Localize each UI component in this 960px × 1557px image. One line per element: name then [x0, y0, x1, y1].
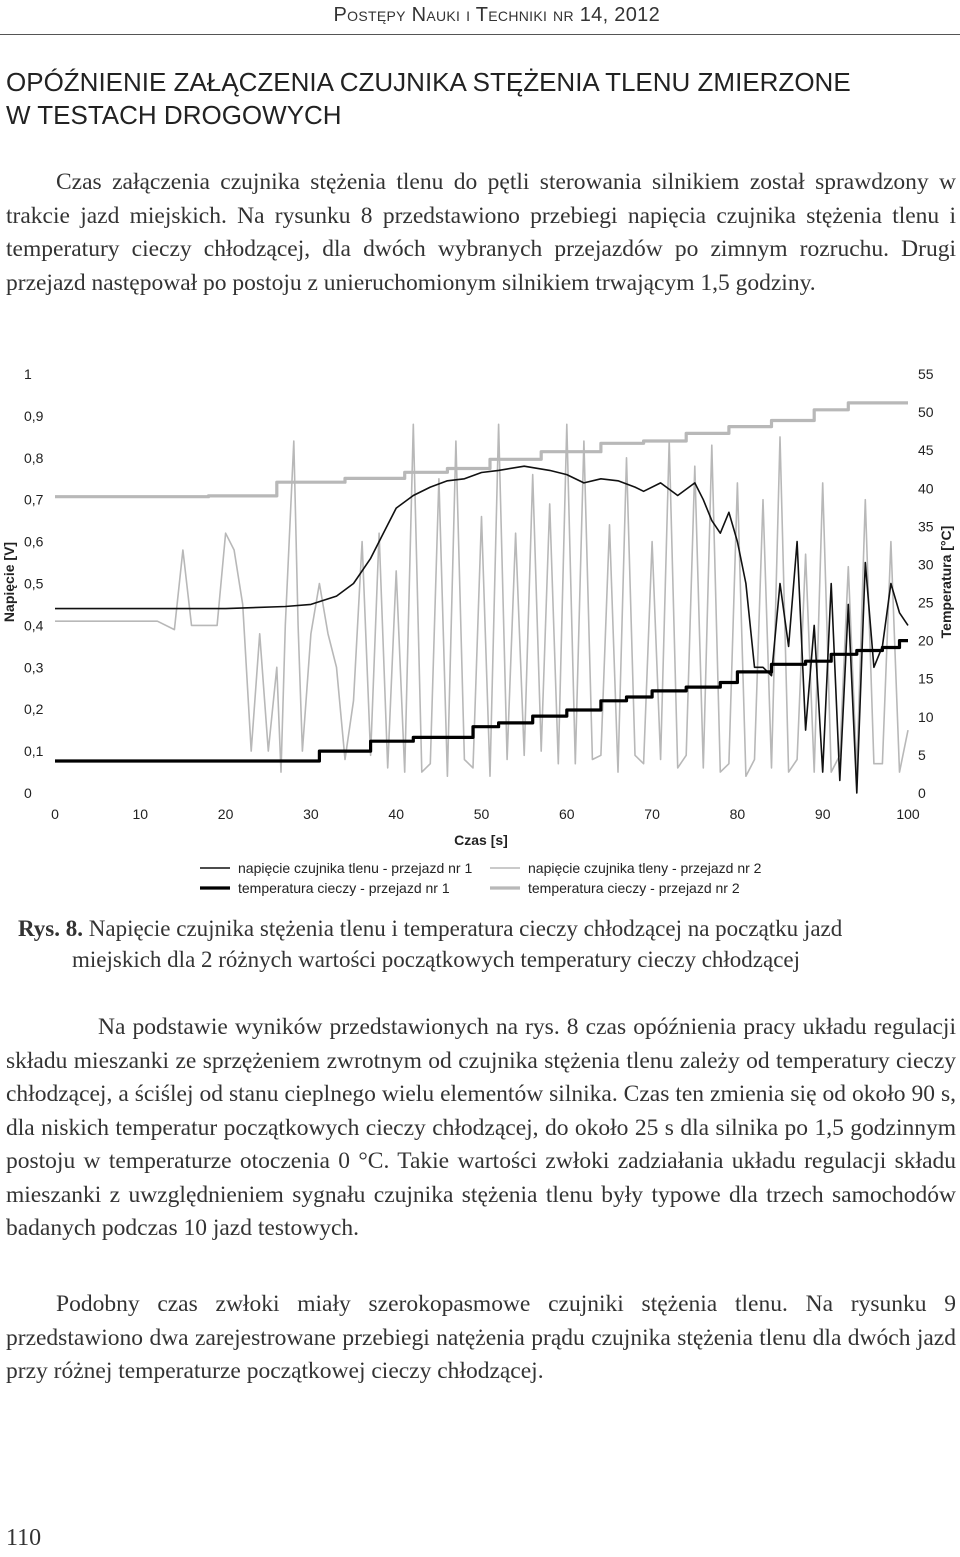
caption-text-line1: Napięcie czujnika stężenia tlenu i temperatura cieczy chłodzącej na początku jazd: [88, 916, 843, 941]
y-left-tick-label: 1: [24, 366, 32, 382]
x-tick-label: 70: [644, 806, 660, 822]
x-tick-label: 90: [814, 806, 831, 822]
y-left-tick-label: 0,1: [24, 743, 44, 760]
legend-label-voltage-1: napięcie czujnika tlenu - przejazd nr 1: [238, 860, 473, 876]
y-left-tick-label: 0,9: [24, 407, 44, 424]
y-left-tick-label: 0,7: [24, 491, 44, 508]
x-tick-label: 0: [51, 806, 59, 822]
chart-svg: [0, 355, 960, 900]
x-axis-label: Czas [s]: [454, 832, 508, 848]
y-right-tick-label: 20: [918, 632, 934, 649]
y-right-tick-label: 5: [918, 746, 926, 763]
y-left-tick-label: 0,4: [24, 617, 44, 634]
paragraph-1: [6, 166, 956, 300]
x-tick-label: 40: [388, 806, 404, 822]
y-right-tick-label: 15: [918, 670, 934, 687]
x-tick-label: 80: [729, 806, 746, 822]
x-tick-label: 30: [303, 806, 319, 822]
y-right-tick-label: 50: [918, 404, 934, 421]
y-left-tick-label: 0: [24, 785, 32, 801]
legend-label-voltage-2: napięcie czujnika tleny - przejazd nr 2: [528, 860, 762, 876]
paragraph-1-text: Czas załączenia czujnika stężenia tlenu do pętli sterowania silnikiem został sprawdzony w trakcie jazd miejskich. Na rysunku 8 przedstawiono przebiegi napięcia czujnika stężenia tlenu i temperatury cieczy chłodzącej, dla dwóch wybranych przejazdów po zimnym rozruchu. Drugi przejazd następował po postoju z unieruchomionym silnikiem trwającym 1,5 godziny.: [6, 169, 956, 296]
x-tick-label: 100: [896, 806, 920, 822]
section-title: [6, 66, 956, 132]
section-title-line1: OPÓŹNIENIE ZAŁĄCZENIA CZUJNIKA STĘŻENIA TLENU ZMIERZONE: [6, 67, 851, 97]
caption-label: Rys. 8.: [18, 916, 84, 941]
figure-caption: [18, 913, 948, 975]
paragraph-2-text: Na podstawie wyników przedstawionych na rys. 8 czas opóźnienia pracy układu regulacji składu mieszanki ze sprzężeniem zwrotnym od czujnika stężenia tlenu zależy od temperatury cieczy chłodzącej, a ściślej od stanu cieplnego wielu elementów silnika. Czas ten zmienia się od około 90 s, dla niskich temperatur początkowych cieczy chłodzącej, do około 25 s dla silnika po 1,5 godzinnym postoju w temperaturze otoczenia 0 °C. Takie wartości zwłoki zadziałania układu regulacji składu mieszanki z uwzględnieniem sygnału czujnika stężenia tlenu były typowe dla trzech samochodów badanych podczas 10 jazd testowych.: [6, 1014, 956, 1241]
y-left-tick-label: 0,5: [24, 575, 44, 592]
y-right-tick-label: 30: [918, 556, 934, 573]
x-tick-label: 60: [559, 806, 575, 822]
chart-legend: [200, 860, 762, 896]
section-title-line2: W TESTACH DROGOWYCH: [6, 100, 342, 130]
journal-name: Postępy Nauki i Techniki nr: [333, 4, 574, 26]
x-tick-label: 20: [217, 806, 234, 822]
figure-chart: [0, 355, 960, 905]
legend-label-temp-1: temperatura cieczy - przejazd nr 1: [238, 880, 450, 896]
y-axis-label-right: Temperatura [°C]: [938, 525, 954, 639]
y-left-tick-label: 0,6: [24, 533, 44, 550]
x-tick-label: 50: [473, 806, 490, 822]
paragraph-3-text: Podobny czas zwłoki miały szerokopasmowe czujniki stężenia tlenu. Na rysunku 9 przedstawiono dwa zarejestrowane przebiegi natężenia prądu czujnika stężenia tlenu dla dwóch jazd przy różnej temperaturze początkowej cieczy chłodzącej.: [6, 1291, 956, 1384]
journal-header: [0, 4, 660, 27]
journal-issue: 14, 2012: [579, 4, 660, 26]
y-right-tick-label: 45: [918, 442, 934, 459]
y-right-tick-label: 10: [918, 708, 934, 725]
page-number: 110: [6, 1525, 42, 1551]
y-right-tick-label: 55: [918, 366, 934, 382]
y-left-tick-label: 0,8: [24, 449, 44, 466]
plot-series: [55, 403, 908, 793]
x-tick-label: 10: [132, 806, 149, 822]
y-left-tick-label: 0,3: [24, 659, 44, 676]
header-rule: [0, 34, 960, 35]
y-right-tick-label: 25: [918, 594, 934, 611]
y-right-tick-label: 0: [918, 785, 926, 801]
series-line-1: [55, 466, 908, 793]
y-right-tick-label: 40: [918, 480, 934, 497]
series-line-2: [55, 424, 908, 776]
y-axis-label-left: Napięcie [V]: [1, 541, 17, 623]
paragraph-2: [6, 1011, 956, 1246]
series-line-3: [55, 641, 908, 761]
legend-label-temp-2: temperatura cieczy - przejazd nr 2: [528, 880, 740, 896]
y-left-tick-label: 0,2: [24, 701, 44, 718]
paragraph-3: [6, 1288, 956, 1389]
y-right-tick-label: 35: [918, 518, 934, 535]
caption-text-line2: miejskich dla 2 różnych wartości początkowych temperatury cieczy chłodzącej: [72, 947, 801, 972]
